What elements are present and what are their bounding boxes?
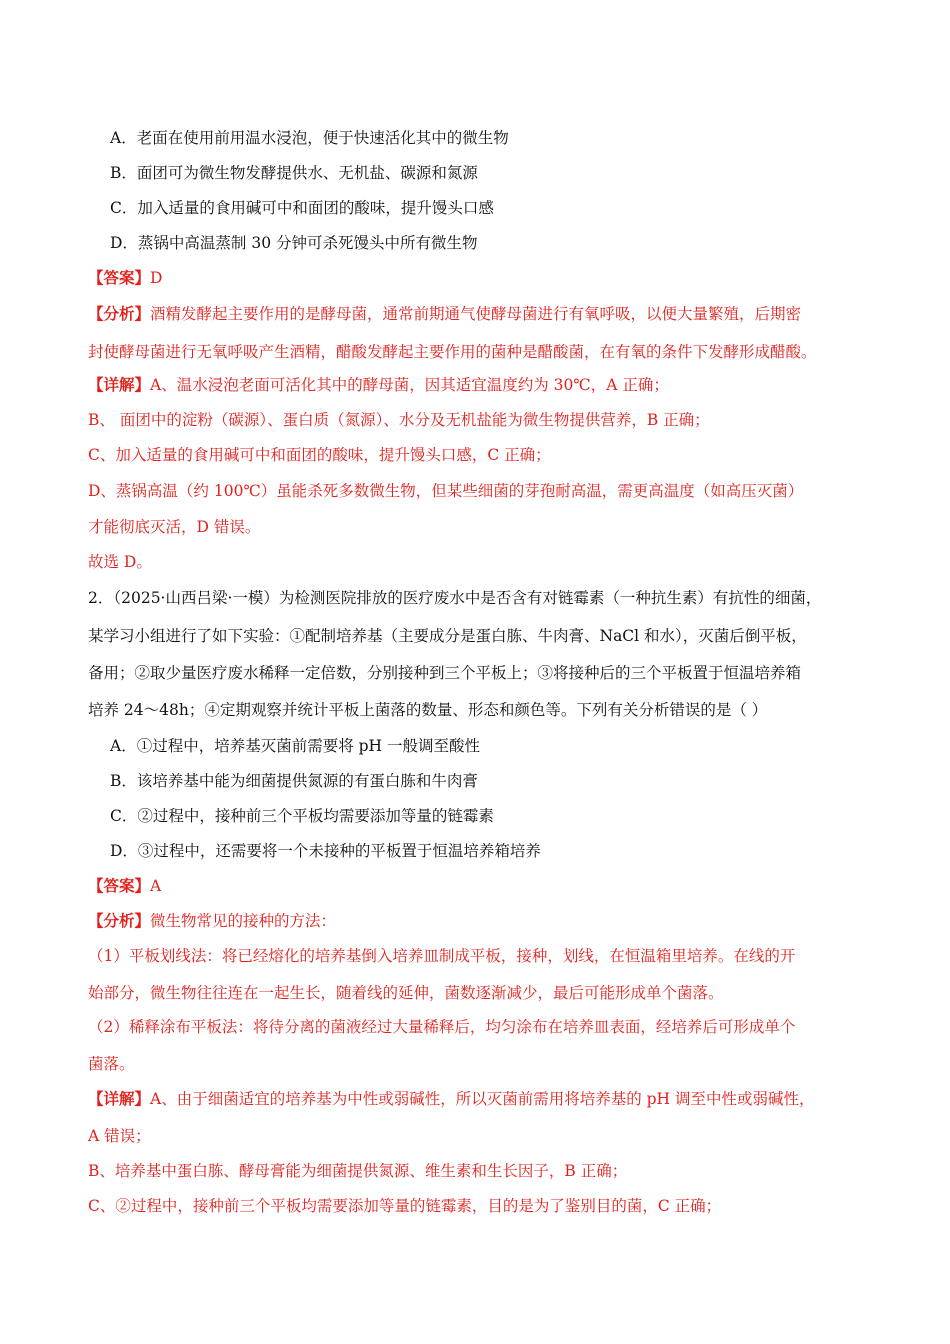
q1-conclusion: 故选 D。 [88, 553, 152, 571]
answer-tag: 【答案】 [88, 268, 151, 287]
q2-stem-line-1: 2．（2025·山西吕梁·一模）为检测医院排放的医疗废水中是否含有对链霉素（一种抗生素）有抗性的细菌， [88, 589, 822, 607]
q1-detail-line-1 [88, 375, 669, 395]
q2-detail-line-2: A 错误； [88, 1127, 151, 1145]
q1-analysis-line-1 [88, 304, 801, 324]
q2-analysis-line-3: （2）稀释涂布平板法：将待分离的菌液经过大量稀释后，均匀涂布在培养皿表面，经培养后可形成单个 [88, 1018, 796, 1036]
q2-option-a: A．①过程中，培养基灭菌前需要将 pH 一般调至酸性 [110, 737, 480, 755]
answer-value: A [150, 877, 162, 895]
q1-detail-line-3: C、加入适量的食用碱可中和面团的酸味，提升馒头口感，C 正确； [88, 446, 551, 464]
analysis-tag: 【分析】 [88, 911, 151, 930]
q1-detail-line-5: 才能彻底灭活，D 错误。 [88, 518, 261, 536]
q2-stem-line-2: 某学习小组进行了如下实验：①配制培养基（主要成分是蛋白胨、牛肉膏、NaCl 和水），灭菌后倒平板， [88, 627, 807, 645]
q2-analysis-line-2: 始部分，微生物往往连在一起生长，随着线的延伸，菌数逐渐减少，最后可能形成单个菌落。 [88, 984, 724, 1002]
q2-analysis-line-1: （1）平板划线法：将已经熔化的培养基倒入培养皿制成平板，接种，划线，在恒温箱里培养。在线的开 [88, 947, 796, 965]
q1-detail-line-4: D、蒸锅高温（约 100℃）虽能杀死多数微生物，但某些细菌的芽孢耐高温，需更高温度（如高压灭菌） [88, 482, 804, 500]
q1-analysis-line-2: 封使酵母菌进行无氧呼吸产生酒精，醋酸发酵起主要作用的菌种是醋酸菌，在有氧的条件下发酵形成醋酸。 [88, 343, 817, 361]
q2-option-b: B．该培养基中能为细菌提供氮源的有蛋白胨和牛肉膏 [110, 772, 478, 790]
q2-analysis-line-4: 菌落。 [88, 1055, 135, 1073]
q1-detail-line-2: B、 面团中的淀粉（碳源）、蛋白质（氮源）、水分及无机盐能为微生物提供营养，B 正确； [88, 411, 710, 429]
detail-tag: 【详解】 [88, 375, 151, 394]
q1-option-b: B．面团可为微生物发酵提供水、无机盐、碳源和氮源 [110, 164, 478, 182]
q2-detail-line-4: C、②过程中，接种前三个平板均需要添加等量的链霉素，目的是为了鉴别目的菌，C 正确； [88, 1197, 722, 1215]
answer-tag: 【答案】 [88, 876, 151, 895]
detail-tag: 【详解】 [88, 1089, 151, 1108]
q2-analysis-head [88, 911, 336, 931]
q2-option-c: C．②过程中，接种前三个平板均需要添加等量的链霉素 [110, 807, 494, 825]
q2-stem-line-4: 培养 24～48h；④定期观察并统计平板上菌落的数量、形态和颜色等。下列有关分析错误的是（ ） [88, 701, 768, 719]
q2-detail-line-3: B、培养基中蛋白胨、酵母膏能为细菌提供氮源、维生素和生长因子，B 正确； [88, 1162, 628, 1180]
detail-text: A、温水浸泡老面可活化其中的酵母菌，因其适宜温度约为 30℃，A 正确； [150, 376, 669, 394]
analysis-text: 酒精发酵起主要作用的是酵母菌，通常前期通气使酵母菌进行有氧呼吸，以便大量繁殖，后期密 [150, 305, 802, 323]
q2-answer-line [88, 876, 161, 896]
q1-answer-line [88, 268, 162, 288]
q2-stem-line-3: 备用；②取少量医疗废水稀释一定倍数，分别接种到三个平板上；③将接种后的三个平板置于恒温培养箱 [88, 664, 802, 682]
analysis-text: 微生物常见的接种的方法： [150, 912, 337, 930]
detail-text: A、由于细菌适宜的培养基为中性或弱碱性，所以灭菌前需用将培养基的 pH 调至中性或弱碱性， [150, 1090, 815, 1108]
q1-option-d: D．蒸锅中高温蒸制 30 分钟可杀死馒头中所有微生物 [110, 234, 478, 252]
analysis-tag: 【分析】 [88, 304, 151, 323]
q2-option-d: D．③过程中，还需要将一个未接种的平板置于恒温培养箱培养 [110, 842, 541, 860]
answer-value: D [150, 269, 163, 287]
q2-detail-line-1 [88, 1089, 815, 1109]
q1-option-c: C．加入适量的食用碱可中和面团的酸味，提升馒头口感 [110, 199, 494, 217]
q1-option-a: A．老面在使用前用温水浸泡，便于快速活化其中的微生物 [110, 129, 509, 147]
